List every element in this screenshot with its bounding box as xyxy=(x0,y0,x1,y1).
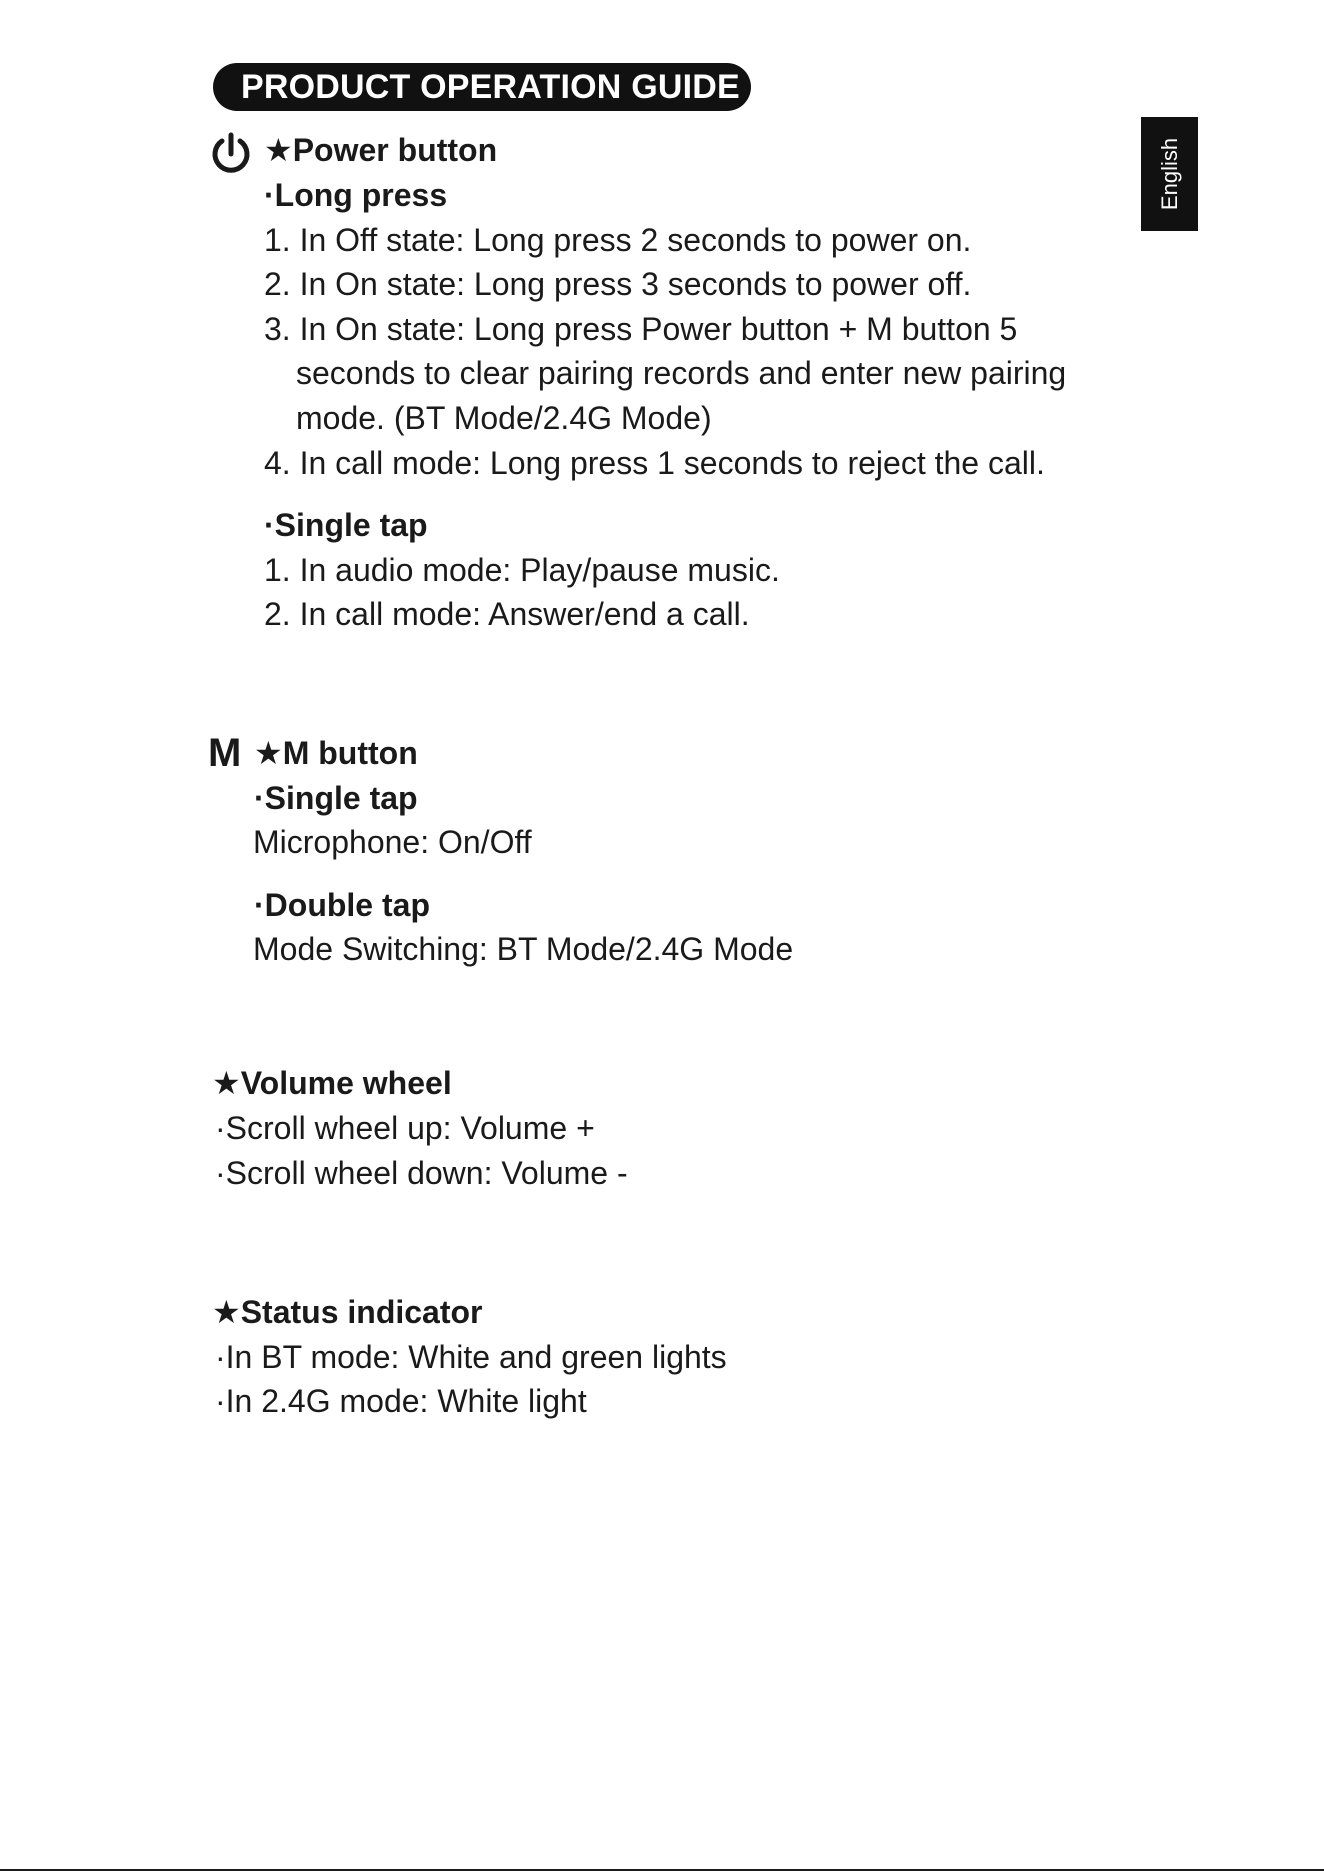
status-item: ·In BT mode: White and green lights xyxy=(215,1339,727,1375)
status-indicator-heading: ★Status indicator xyxy=(212,1294,483,1330)
volume-wheel-heading: ★Volume wheel xyxy=(212,1065,452,1101)
m-single-tap-text: Microphone: On/Off xyxy=(253,824,532,860)
m-double-tap-text: Mode Switching: BT Mode/2.4G Mode xyxy=(253,931,794,967)
long-press-item: 1. In Off state: Long press 2 seconds to power on. xyxy=(264,222,972,258)
long-press-item: 3. In On state: Long press Power button + M button 5 xyxy=(264,311,1018,347)
language-tab xyxy=(1141,117,1198,231)
m-button-icon: M xyxy=(208,731,242,775)
m-double-tap-heading: ·Double tap xyxy=(254,887,430,923)
volume-item: ·Scroll wheel down: Volume - xyxy=(215,1155,628,1191)
power-button-heading: ★Power button xyxy=(264,132,498,168)
long-press-item: seconds to clear pairing records and enter new pairing xyxy=(296,355,1067,391)
m-button-heading: ★M button xyxy=(254,735,418,771)
bottom-rule xyxy=(0,1869,1324,1871)
long-press-item: 2. In On state: Long press 3 seconds to power off. xyxy=(264,266,972,302)
m-single-tap-heading: ·Single tap xyxy=(254,780,418,816)
page-title: PRODUCT OPERATION GUIDE xyxy=(213,63,751,111)
long-press-item: 4. In call mode: Long press 1 seconds to reject the call. xyxy=(264,445,1045,481)
language-tab-label: English xyxy=(1156,137,1182,211)
status-item: ·In 2.4G mode: White light xyxy=(215,1383,587,1419)
power-icon xyxy=(209,132,253,176)
long-press-item: mode. (BT Mode/2.4G Mode) xyxy=(296,400,712,436)
single-tap-item: 1. In audio mode: Play/pause music. xyxy=(264,552,780,588)
single-tap-heading: ·Single tap xyxy=(264,507,428,543)
single-tap-item: 2. In call mode: Answer/end a call. xyxy=(264,596,750,632)
volume-item: ·Scroll wheel up: Volume + xyxy=(215,1110,595,1146)
long-press-heading: ·Long press xyxy=(264,177,448,213)
